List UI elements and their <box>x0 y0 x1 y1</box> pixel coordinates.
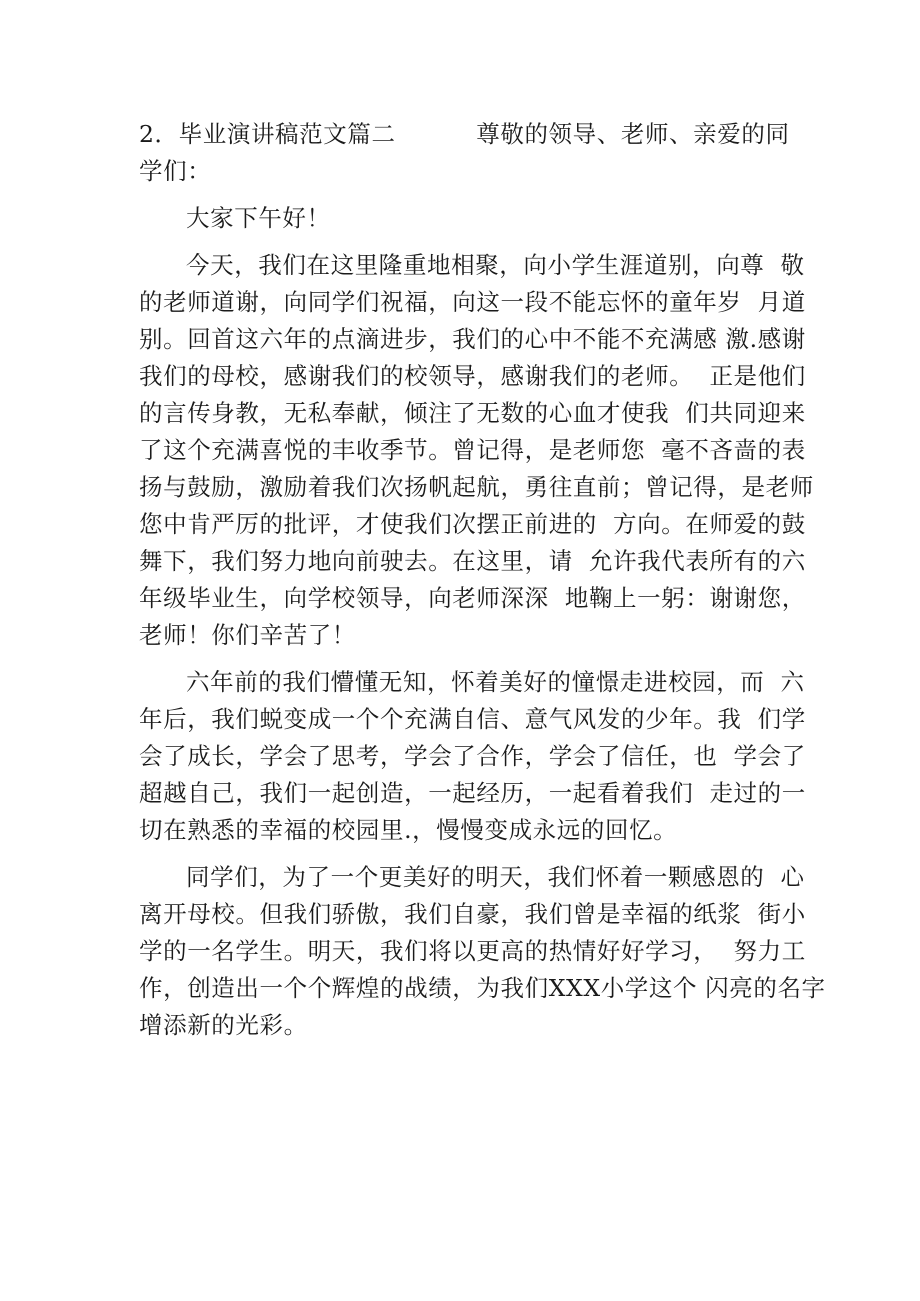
paragraph-line: 今天，我们在这里隆重地相聚，向小学生涯道别，向尊 敬 <box>186 251 805 279</box>
paragraph <box>139 859 826 1044</box>
paragraph-line: 您中肯严厉的批评，才使我们次摆正前进的 方向。在师爱的鼓 <box>139 510 806 538</box>
paragraph-line: 舞下，我们努力地向前驶去。在这里，请 允许我代表所有的六 <box>139 547 806 575</box>
paragraph-line: 离开母校。但我们骄傲，我们自豪，我们曾是幸福的纸浆 街小 <box>139 900 806 928</box>
paragraph <box>139 664 806 849</box>
greeting: 大家下午好！ <box>186 204 331 232</box>
paragraph-line: 增添新的光彩。 <box>139 1011 308 1039</box>
paragraph-line: 老师！你们辛苦了！ <box>139 621 356 649</box>
paragraph-line: 的老师道谢，向同学们祝福，向这一段不能忘怀的童年岁 月道 <box>139 288 806 316</box>
paragraph-line: 作，创造出一个个辉煌的战绩，为我们XXX小学这个 闪亮的名字 <box>139 974 826 1002</box>
heading-line: 学们： <box>139 157 212 185</box>
paragraph <box>139 247 814 654</box>
paragraph-line: 会了成长，学会了思考，学会了合作，学会了信任，也 学会了 <box>139 742 806 770</box>
paragraph-line: 同学们，为了一个更美好的明天，我们怀着一颗感恩的 心 <box>186 863 805 891</box>
paragraph-line: 切在熟悉的幸福的校园里.，慢慢变成永远的回忆。 <box>139 816 678 844</box>
paragraph-line: 学的一名学生。明天，我们将以更高的热情好好学习， 努力工 <box>139 937 806 965</box>
speech-body <box>139 116 826 1044</box>
paragraph-line: 的言传身教，无私奉献，倾注了无数的心血才使我 们共同迎来 <box>139 399 806 427</box>
heading-line: 2．毕业演讲稿范文篇二 尊敬的领导、老师、亲爱的同 <box>139 120 790 148</box>
paragraph-line: 别。回首这六年的点滴进步，我们的心中不能不充满感 激.感谢 <box>139 325 806 353</box>
paragraph-line: 扬与鼓励，激励着我们次扬帆起航，勇往直前；曾记得，是老师 <box>139 473 814 501</box>
paragraph-line: 超越自己，我们一起创造，一起经历，一起看着我们 走过的一 <box>139 779 806 807</box>
paragraph-line: 年级毕业生，向学校领导，向老师深深 地鞠上一躬：谢谢您， <box>139 584 806 612</box>
paragraph-line: 我们的母校，感谢我们的校领导，感谢我们的老师。 正是他们 <box>139 362 806 390</box>
paragraph-line: 年后，我们蜕变成一个个充满自信、意气风发的少年。我 们学 <box>139 705 806 733</box>
paragraph-line: 六年前的我们懵懂无知，怀着美好的憧憬走进校园，而 六 <box>186 668 805 696</box>
paragraph-line: 了这个充满喜悦的丰收季节。曾记得，是老师您 毫不吝啬的表 <box>139 436 806 464</box>
